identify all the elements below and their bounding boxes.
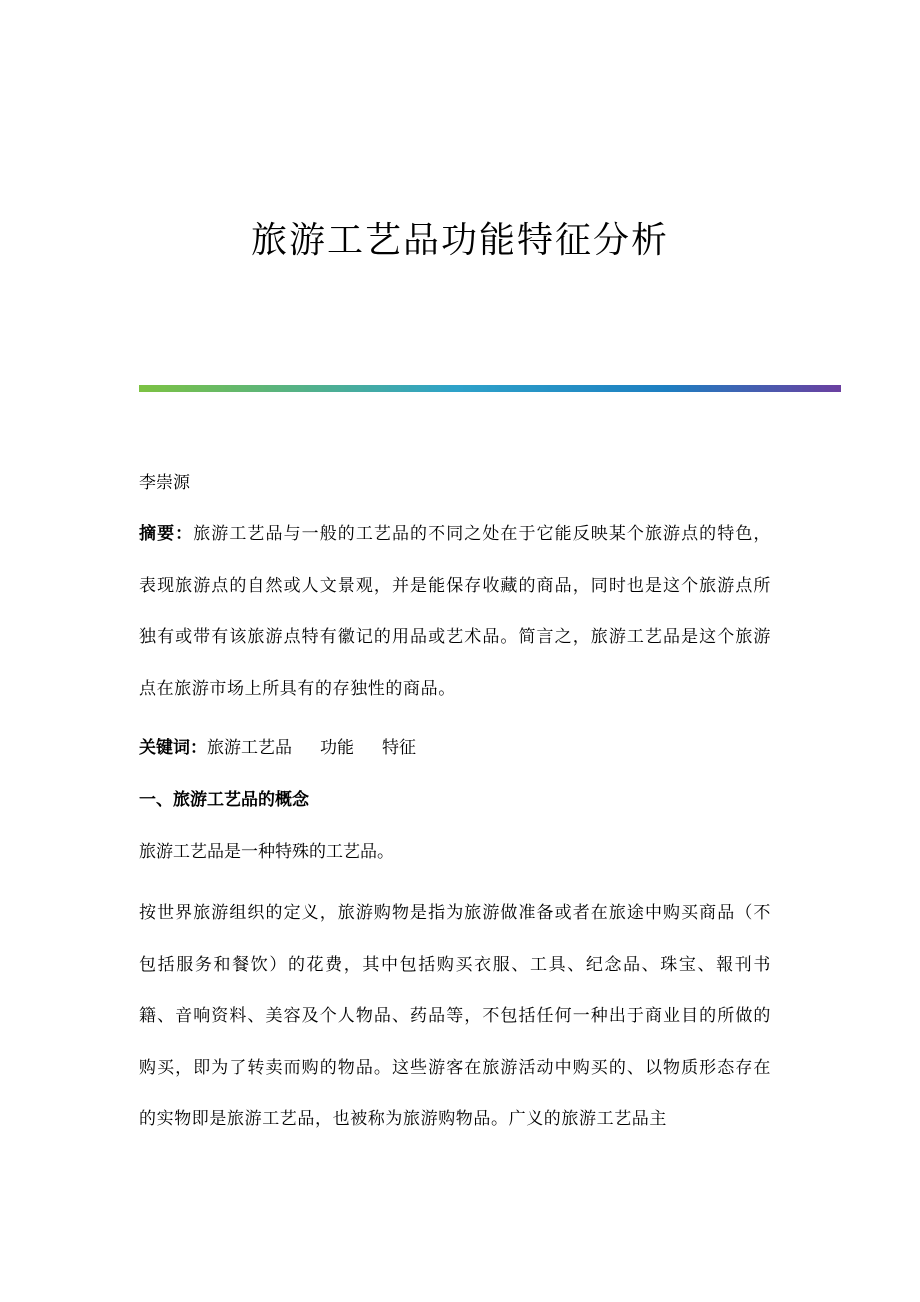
section-heading: 一、旅游工艺品的概念 bbox=[139, 790, 309, 810]
body-paragraph: 旅游工艺品是一种特殊的工艺品。 bbox=[139, 842, 394, 862]
author-name: 李崇源 bbox=[139, 473, 190, 493]
keywords-label: 关键词： bbox=[139, 738, 207, 758]
keyword-item: 功能 bbox=[320, 738, 354, 758]
document-title: 旅游工艺品功能特征分析 bbox=[250, 220, 669, 261]
abstract-text: 旅游工艺品与一般的工艺品的不同之处在于它能反映某个旅游点的特色，表现旅游点的自然或人文景观，并是能保存收藏的商品，同时也是这个旅游点所独有或带有该旅游点特有徽记的用品或艺术品。简言之，旅游工艺品是这个旅游点在旅游市场上所具有的存独性的商品。 bbox=[139, 524, 771, 699]
body-paragraph: 按世界旅游组织的定义，旅游购物是指为旅游做准备或者在旅途中购买商品（不包括服务和餐饮）的花费，其中包括购买衣服、工具、纪念品、珠宝、報刊书籍、音响资料、美容及个人物品、药品等，不包括任何一种出于商业目的所做的购买，即为了转卖而购的物品。这些游客在旅游活动中购买的、以物质形态存在的实物即是旅游工艺品，也被称为旅游购物品。广义的旅游工艺品主 bbox=[139, 903, 771, 1129]
keyword-item: 旅游工艺品 bbox=[207, 738, 292, 758]
abstract-label: 摘要： bbox=[139, 524, 194, 544]
keyword-item: 特征 bbox=[382, 738, 416, 758]
document-body bbox=[139, 468, 771, 1146]
keywords-line bbox=[139, 733, 771, 764]
abstract-paragraph bbox=[139, 509, 771, 715]
title-divider bbox=[139, 385, 841, 392]
